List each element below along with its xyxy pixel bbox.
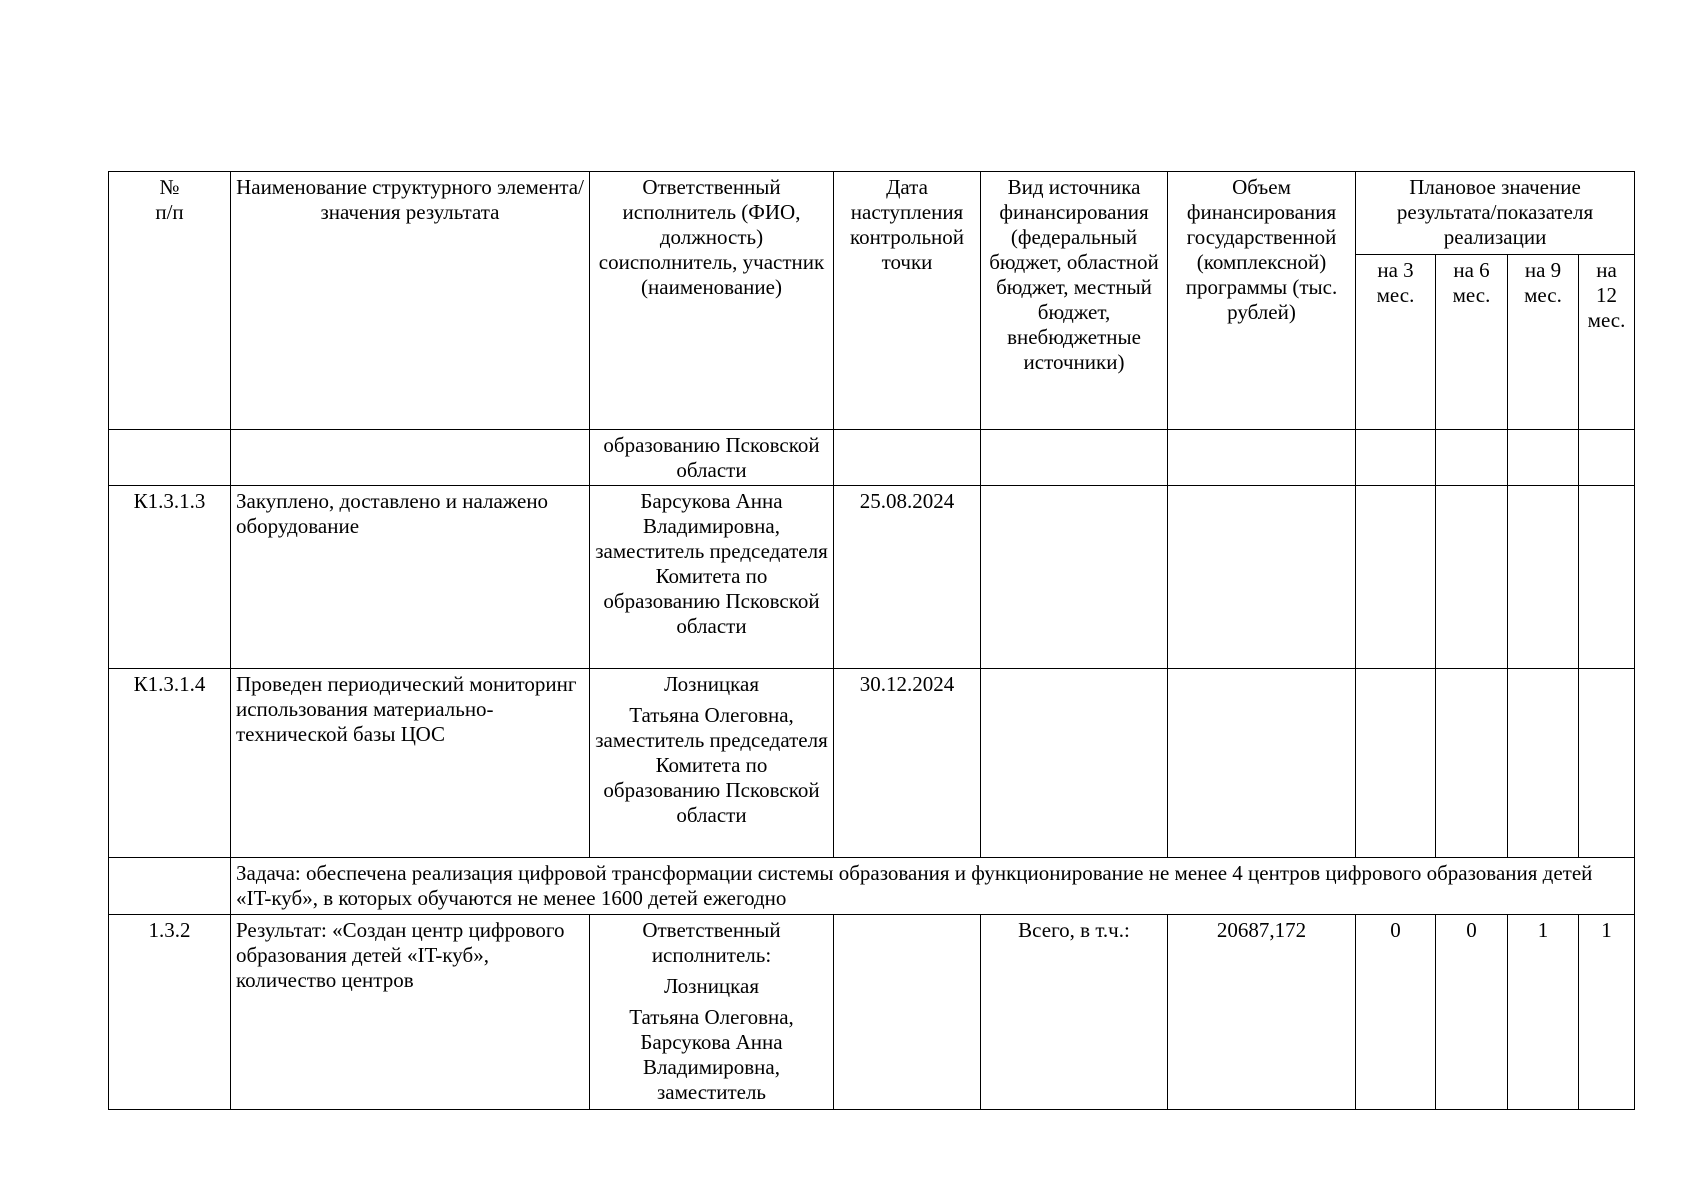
responsible-surname: Лозницкая (663, 672, 760, 696)
cell-volume (1168, 486, 1356, 669)
cell-volume: 20687,172 (1168, 915, 1356, 1110)
cell-m12 (1579, 486, 1635, 669)
cell-source (981, 486, 1168, 669)
cell-responsible: образованию Псковской области (590, 430, 834, 486)
cell-num (109, 430, 231, 486)
cell-date: 25.08.2024 (834, 486, 981, 669)
header-date: Дата наступления контрольной точки (834, 172, 981, 430)
cell-m6: 0 (1436, 915, 1508, 1110)
cell-num: К1.3.1.4 (109, 669, 231, 858)
cell-m6 (1436, 430, 1508, 486)
result-row (109, 915, 1635, 1110)
cell-volume (1168, 430, 1356, 486)
responsible-details: Татьяна Олеговна, заместитель председателя Комитета по образованию Псковской области (595, 703, 828, 827)
cell-responsible (590, 669, 834, 858)
cell-m9: 1 (1508, 915, 1579, 1110)
cell-source (981, 430, 1168, 486)
header-num (109, 172, 231, 430)
cell-m12: 1 (1579, 915, 1635, 1110)
responsible-details: Татьяна Олеговна, Барсукова Анна Владимировна, заместитель (629, 1005, 794, 1104)
header-num-symbol: № (159, 175, 180, 199)
cell-m3 (1356, 669, 1436, 858)
cell-date (834, 915, 981, 1110)
cell-date: 30.12.2024 (834, 669, 981, 858)
task-text: Задача: обеспечена реализация цифровой трансформации системы образования и функционирование не менее 4 центров цифрового образования детей «IT-куб», в которых обучаются не менее 1600 детей ежегодно (231, 858, 1635, 915)
header-m3: на 3 мес. (1356, 255, 1436, 430)
control-points-table (108, 171, 1635, 1110)
cell-num: К1.3.1.3 (109, 486, 231, 669)
cell-m3 (1356, 486, 1436, 669)
cell-m3 (1356, 430, 1436, 486)
cell-m9 (1508, 486, 1579, 669)
header-m6: на 6 мес. (1436, 255, 1508, 430)
responsible-surname: Лозницкая (663, 974, 760, 998)
cell-responsible: Барсукова Анна Владимировна, заместитель председателя Комитета по образованию Псковской области (590, 486, 834, 669)
table-row (109, 669, 1635, 858)
header-responsible: Ответственный исполнитель (ФИО, должность) соисполнитель, участник (наименование) (590, 172, 834, 430)
cell-m6 (1436, 669, 1508, 858)
cell-m12 (1579, 430, 1635, 486)
cell-m9 (1508, 430, 1579, 486)
cell-responsible (590, 915, 834, 1110)
header-row (109, 172, 1635, 255)
header-m12: на 12 мес. (1579, 255, 1635, 430)
responsible-role: Ответственный исполнитель: (642, 918, 781, 967)
table-row (109, 486, 1635, 669)
cell-source: Всего, в т.ч.: (981, 915, 1168, 1110)
cell-volume (1168, 669, 1356, 858)
header-volume: Объем финансирования государственной (комплексной) программы (тыс. рублей) (1168, 172, 1356, 430)
cell-m3: 0 (1356, 915, 1436, 1110)
cell-m6 (1436, 486, 1508, 669)
cell-date (834, 430, 981, 486)
cell-num: 1.3.2 (109, 915, 231, 1110)
header-source: Вид источника финансирования (федеральный бюджет, областной бюджет, местный бюджет, внебюджетные источники) (981, 172, 1168, 430)
cell-name: Проведен периодический мониторинг использования материально-технической базы ЦОС (231, 669, 590, 858)
cell-source (981, 669, 1168, 858)
cell-m9 (1508, 669, 1579, 858)
cell-name: Закуплено, доставлено и налажено оборудование (231, 486, 590, 669)
header-name: Наименование структурного элемента/ значения результата (231, 172, 590, 430)
cell-name: Результат: «Создан центр цифрового образования детей «IT-куб», количество центров (231, 915, 590, 1110)
cell-m12 (1579, 669, 1635, 858)
header-m9: на 9 мес. (1508, 255, 1579, 430)
table-row (109, 430, 1635, 486)
task-row (109, 858, 1635, 915)
cell-name (231, 430, 590, 486)
cell-num (109, 858, 231, 915)
header-num-pp: п/п (155, 200, 184, 224)
header-plan-group: Плановое значение результата/показателя реализации (1356, 172, 1635, 255)
